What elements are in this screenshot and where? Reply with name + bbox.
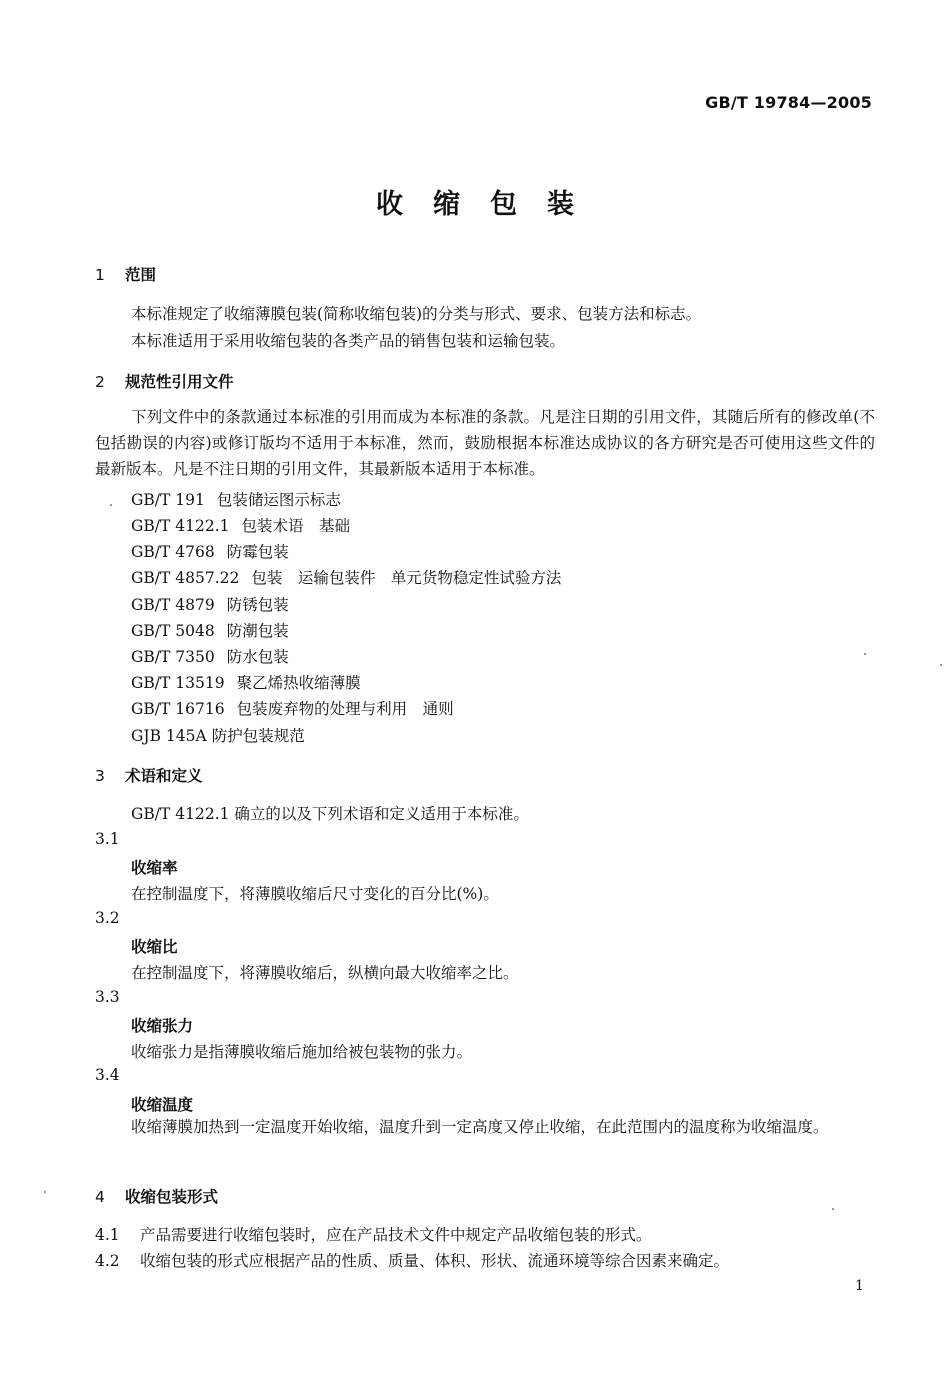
- reference-title: 包装 运输包装件 单元货物稳定性试验方法: [251, 569, 562, 587]
- reference-code: GB/T 4879: [131, 596, 215, 614]
- reference-title: 包装储运图示标志: [216, 491, 341, 509]
- reference-item: [131, 645, 289, 667]
- section-number: 4: [95, 1188, 105, 1206]
- paragraph: 下列文件中的条款通过本标准的引用而成为本标准的条款。凡是注日期的引用文件，其随后所有的修改单(不包括勘误的内容)或修订版均不适用于本标准，然而，鼓励根据本标准达成协议的各方研究是否可使用这些文件的最新版本。凡是不注日期的引用文件，其最新版本适用于本标准。: [95, 408, 875, 478]
- reference-code: GJB 145A: [131, 727, 207, 745]
- clause-item: [95, 1249, 729, 1271]
- section-title: 收缩包装形式: [125, 1188, 219, 1206]
- reference-code: GB/T 191: [131, 491, 205, 509]
- scan-speck: [44, 1191, 46, 1193]
- reference-code: GB/T 5048: [131, 622, 215, 640]
- term-name: 收缩温度: [131, 1096, 194, 1114]
- reference-title: 防水包装: [226, 648, 289, 666]
- reference-item: [131, 566, 561, 588]
- document-title: [0, 182, 950, 221]
- term-definition: 在控制温度下，将薄膜收缩后，纵横向最大收缩率之比。: [131, 964, 519, 982]
- term-number: 3.2: [95, 909, 120, 927]
- scan-speck: [832, 1208, 834, 1210]
- reference-item: [131, 514, 350, 536]
- term-name: 收缩比: [131, 938, 178, 956]
- page-number: 1: [855, 1278, 864, 1294]
- reference-code: GB/T 4768: [131, 543, 215, 561]
- standard-number: GB/T 19784—2005: [705, 93, 872, 112]
- term-name: 收缩张力: [131, 1017, 194, 1035]
- reference-code: GB/T 13519: [131, 674, 225, 692]
- term-number: 3.4: [95, 1066, 120, 1084]
- term-definition: 收缩张力是指薄膜收缩后施加给被包装物的张力。: [131, 1043, 473, 1061]
- section-3-heading: [95, 764, 203, 786]
- paragraph: 本标准适用于采用收缩包装的各类产品的销售包装和运输包装。: [131, 332, 566, 350]
- title-char: 装: [547, 189, 574, 220]
- title-char: 包: [490, 189, 517, 220]
- clause-item: [95, 1223, 652, 1245]
- reference-code: GB/T 7350: [131, 648, 215, 666]
- paragraph: GB/T 4122.1 确立的以及下列术语和定义适用于本标准。: [131, 805, 529, 823]
- scan-speck: [940, 664, 942, 666]
- reference-code: GB/T 4857.22: [131, 569, 240, 587]
- reference-item: [131, 671, 361, 693]
- reference-item: [131, 488, 341, 510]
- clause-text: 产品需要进行收缩包装时，应在产品技术文件中规定产品收缩包装的形式。: [140, 1226, 652, 1244]
- reference-item: [131, 724, 305, 746]
- section-title: 范围: [125, 266, 157, 284]
- title-char: 收: [376, 189, 403, 220]
- term-definition: 在控制温度下，将薄膜收缩后尺寸变化的百分比(%)。: [131, 885, 499, 903]
- reference-title: 防锈包装: [226, 596, 289, 614]
- term-number: 3.1: [95, 830, 120, 848]
- scan-speck: [864, 653, 866, 655]
- clause-number: 4.2: [95, 1252, 120, 1270]
- section-title: 规范性引用文件: [125, 373, 234, 391]
- reference-item: [131, 593, 289, 615]
- paragraph: 本标准规定了收缩薄膜包装(简称收缩包装)的分类与形式、要求、包装方法和标志。: [131, 305, 702, 323]
- clause-number: 4.1: [95, 1226, 120, 1244]
- title-char: 缩: [433, 189, 460, 220]
- section-1-heading: [95, 263, 156, 285]
- term-number: 3.3: [95, 988, 120, 1006]
- reference-item: [131, 619, 289, 641]
- section-number: 1: [95, 266, 105, 284]
- reference-title: 包装废弃物的处理与利用 通则: [236, 700, 454, 718]
- scan-speck: [110, 504, 112, 506]
- section-number: 2: [95, 373, 105, 391]
- section-2-heading: [95, 370, 234, 392]
- reference-title: 防霉包装: [226, 543, 289, 561]
- section-number: 3: [95, 767, 105, 785]
- reference-item: [131, 540, 289, 562]
- reference-code: GB/T 16716: [131, 700, 225, 718]
- term-definition: 收缩薄膜加热到一定温度开始收缩，温度升到一定高度又停止收缩，在此范围内的温度称为收缩温度。: [131, 1118, 829, 1136]
- reference-item: [131, 697, 454, 719]
- term-name: 收缩率: [131, 859, 178, 877]
- reference-title: 聚乙烯热收缩薄膜: [236, 674, 361, 692]
- reference-code: GB/T 4122.1: [131, 517, 230, 535]
- reference-title: 包装术语 基础: [241, 517, 351, 535]
- reference-title: 防潮包装: [226, 622, 289, 640]
- clause-text: 收缩包装的形式应根据产品的性质、质量、体积、形状、流通环境等综合因素来确定。: [140, 1252, 730, 1270]
- reference-title: 防护包装规范: [211, 727, 305, 745]
- section-4-heading: [95, 1185, 218, 1207]
- section-title: 术语和定义: [125, 767, 203, 785]
